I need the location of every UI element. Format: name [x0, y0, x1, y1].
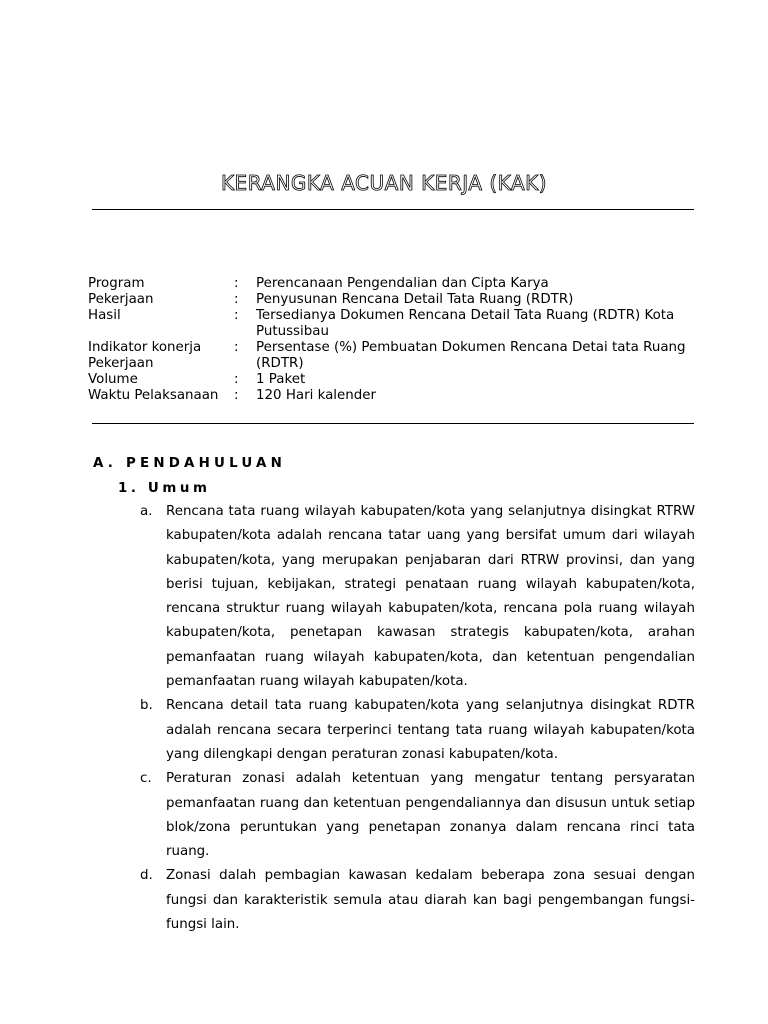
- list-item: [140, 694, 695, 767]
- list-item: [140, 864, 695, 937]
- info-label: Program: [88, 276, 145, 291]
- list-item-marker: c.: [140, 771, 152, 787]
- title-divider: [92, 209, 694, 210]
- list-item-text: Rencana detail tata ruang kabupaten/kota yang selanjutnya disingkat RDTR adalah rencana secara terperinci tentang tata ruang wilayah kabupaten/kota yang dilengkapi dengan peraturan zonasi kabupaten/kota.: [166, 698, 695, 762]
- info-label: Waktu Pelaksanaan: [88, 388, 219, 403]
- info-value: Persentase (%) Pembuatan Dokumen Rencana Detai tata Ruang (RDTR): [256, 340, 686, 371]
- info-label: Volume: [88, 372, 138, 387]
- list-item-marker: a.: [140, 504, 153, 519]
- info-row-program: [88, 276, 698, 292]
- info-divider: [92, 423, 694, 424]
- subsection-heading-umum: 1. Umum: [118, 481, 211, 496]
- info-value: 1 Paket: [256, 372, 306, 387]
- info-colon: :: [234, 292, 239, 307]
- info-label: Pekerjaan: [88, 292, 154, 307]
- info-label: Indikator konerja Pekerjaan: [88, 340, 202, 371]
- info-row-indikator: [88, 340, 698, 372]
- definition-list: [140, 500, 695, 937]
- list-item: [140, 767, 695, 864]
- info-colon: :: [234, 308, 239, 323]
- info-value: Penyusunan Rencana Detail Tata Ruang (RDTR): [256, 292, 574, 307]
- info-row-pekerjaan: [88, 292, 698, 308]
- info-row-waktu: [88, 388, 698, 404]
- list-item: [140, 500, 695, 694]
- info-value: Perencanaan Pengendalian dan Cipta Karya: [256, 276, 549, 291]
- info-row-volume: [88, 372, 698, 388]
- list-item-text: Rencana tata ruang wilayah kabupaten/kota yang selanjutnya disingkat RTRW kabupaten/kota adalah rencana tatar uang yang bersifat umum dari wilayah kabupaten/kota, yang merupakan penjabaran dari RTRW provinsi, dan yang berisi tujuan, kebijakan, strategi penataan ruang wilayah kabupaten/kota, rencana struktur ruang wilayah kabupaten/kota, rencana pola ruang wilayah kabupaten/kota, penetapan kawasan strategis kabupaten/kota, arahan pemanfaatan ruang wilayah kabupaten/kota, dan ketentuan pengendalian pemanfaatan ruang wilayah kabupaten/kota.: [166, 504, 695, 690]
- info-colon: :: [234, 340, 239, 355]
- info-row-hasil: [88, 308, 698, 340]
- info-colon: :: [234, 276, 239, 291]
- list-item-text: Peraturan zonasi adalah ketentuan yang mengatur tentang persyaratan pemanfaatan ruang dan ketentuan pengendaliannya dan disusun untuk setiap blok/zona peruntukan yang penetapan zonanya dalam rencana rinci tata ruang.: [166, 771, 695, 860]
- info-label: Hasil: [88, 308, 121, 323]
- list-item-marker: b.: [140, 698, 153, 714]
- section-heading-pendahuluan: A. PENDAHULUAN: [93, 456, 286, 471]
- info-value: Tersedianya Dokumen Rencana Detail Tata Ruang (RDTR) Kota Putussibau: [256, 308, 675, 339]
- info-colon: :: [234, 388, 239, 403]
- info-table: [88, 276, 698, 404]
- document-title: KERANGKA ACUAN KERJA (KAK): [220, 171, 548, 195]
- list-item-text: Zonasi dalah pembagian kawasan kedalam beberapa zona sesuai dengan fungsi dan karakteristik semula atau diarah kan bagi pengembangan fungsi-fungsi lain.: [166, 868, 695, 933]
- info-colon: :: [234, 372, 239, 387]
- list-item-marker: d.: [140, 868, 153, 884]
- info-value: 120 Hari kalender: [256, 388, 376, 403]
